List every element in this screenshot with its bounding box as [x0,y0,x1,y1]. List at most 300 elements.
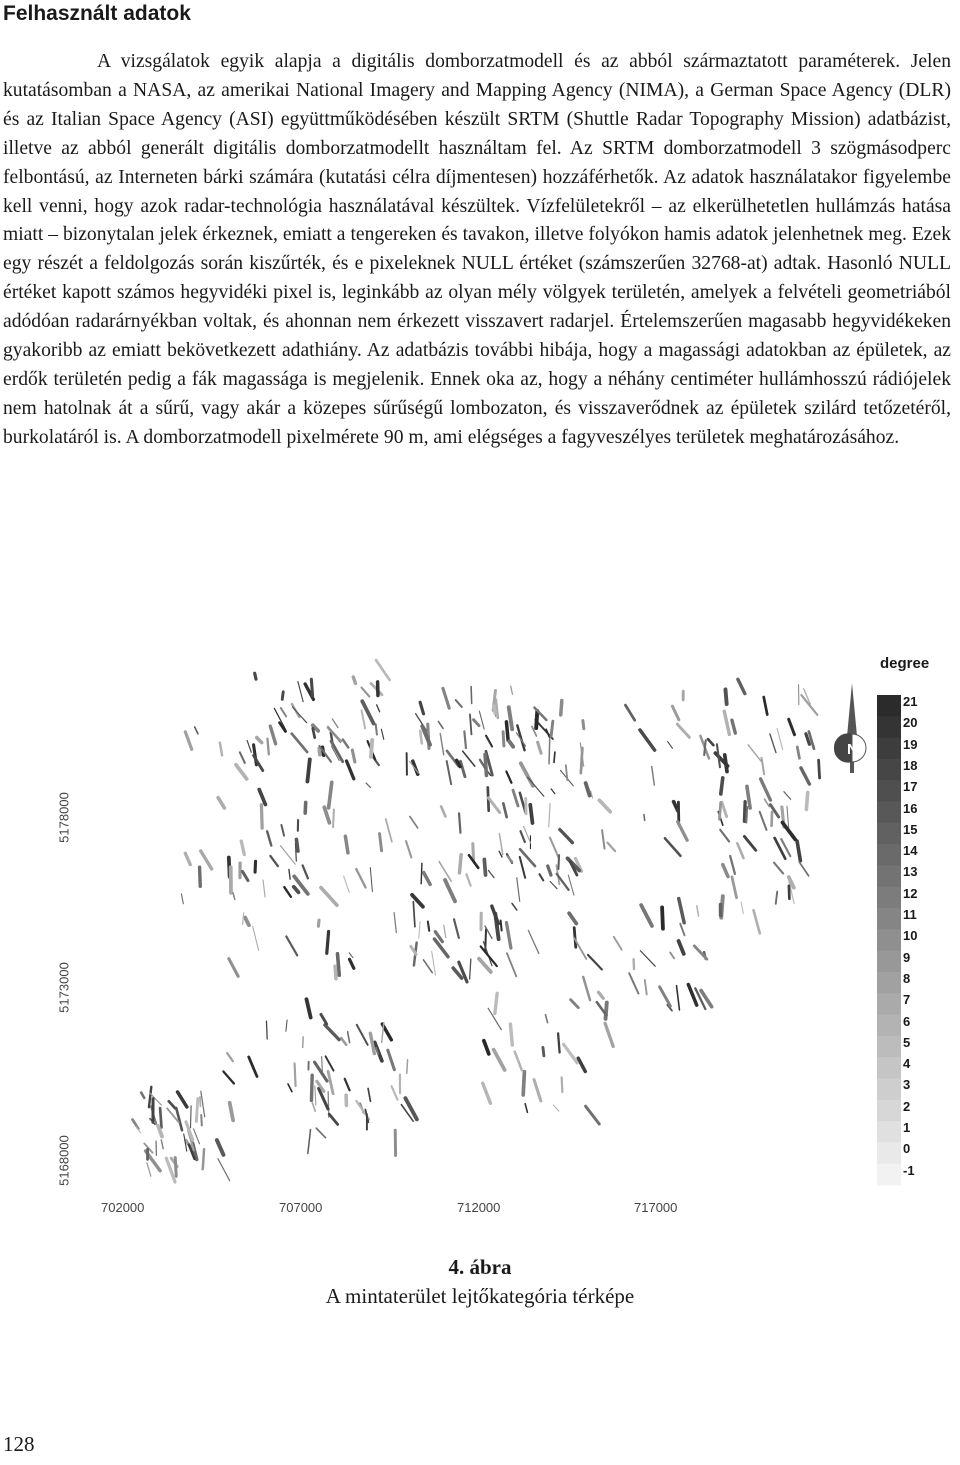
terrain-streak [641,905,652,926]
terrain-streak [521,763,533,785]
terrain-streak [201,851,212,869]
terrain-streak [286,936,297,955]
terrain-streak [420,702,423,713]
terrain-streak [732,877,737,898]
terrain-streak [668,742,673,749]
terrain-streak [730,856,735,874]
legend-label: 3 [903,1077,911,1093]
terrain-streak [325,1025,339,1040]
legend-swatch [877,1100,901,1122]
terrain-streak [413,761,418,774]
legend-label: -1 [903,1162,915,1178]
terrain-streak [625,705,634,720]
terrain-streak [311,679,312,696]
terrain-streak [386,819,392,842]
terrain-streak [517,878,520,901]
terrain-streak [245,918,249,926]
terrain-streak [599,992,604,998]
terrain-streak [343,740,348,748]
legend-label: 21 [903,694,918,709]
terrain-streak [247,740,251,752]
terrain-streak [407,1060,408,1073]
terrain-streak [353,677,355,683]
terrain-streak [721,778,723,794]
terrain-streak [352,750,355,762]
terrain-streak [376,660,390,680]
terrain-streak [744,836,755,850]
terrain-streak [284,887,290,897]
terrain-streak [738,679,745,693]
figure-caption: A mintaterület lejtőkategória térképe [325,1284,635,1308]
terrain-streak [218,1159,230,1181]
terrain-streak [441,807,445,817]
terrain-streak [203,1149,204,1169]
terrain-streak [645,980,647,994]
terrain-streak [376,724,377,734]
terrain-streak [328,1071,333,1093]
terrain-streak [218,798,224,808]
legend-swatch [877,738,901,760]
terrain-streak [506,722,508,740]
terrain-streak [460,761,464,776]
terrain-streak [361,688,369,697]
terrain-streak [281,825,284,836]
x-tick-label: 702000 [101,1200,145,1215]
terrain-streak [306,999,310,1017]
terrain-streak [312,1103,315,1111]
section-title: Felhasznált adatok [3,2,191,25]
terrain-streak [444,925,446,938]
terrain-streak [539,874,543,880]
terrain-streak [640,951,655,967]
terrain-streak [255,673,256,679]
terrain-streak [438,721,443,728]
terrain-streak [141,1093,144,1098]
terrain-streak [194,1129,200,1144]
terrain-streak [132,1119,138,1128]
terrain-streak [506,923,510,948]
terrain-streak [356,869,365,887]
terrain-streak [236,765,247,779]
legend-title: degree [880,655,930,672]
terrain-streak [371,740,372,757]
terrain-streak [341,1038,346,1045]
terrain-streak [503,803,506,817]
terrain-streak [307,759,309,781]
y-tick-label: 5168000 [56,1135,72,1186]
legend-label: 10 [903,928,918,944]
terrain-streak [722,802,727,816]
terrain-streak [558,855,559,869]
terrain-streak [424,873,430,885]
legend-label: 13 [903,864,918,880]
terrain-streak [479,959,491,972]
terrain-streak [528,930,538,953]
terrain-streak [761,779,771,800]
terrain-streak [196,1099,197,1122]
terrain-streak [672,706,678,720]
terrain-streak [253,926,259,950]
terrain-streak [509,707,512,729]
terrain-streak [470,714,472,734]
terrain-streak [473,844,474,861]
terrain-streak [770,734,776,753]
terrain-streak [678,822,687,840]
legend-label: 20 [903,715,918,731]
legend-swatch [877,1078,901,1100]
terrain-streak [511,686,513,694]
legend-swatch [877,844,901,866]
terrain-streak [746,807,747,822]
terrain-streak [332,719,338,728]
terrain-streak [316,1128,325,1138]
terrain-streak [410,817,418,828]
terrain-streak [760,812,767,830]
terrain-streak [488,798,499,813]
terrain-streak [190,1106,191,1128]
terrain-streak [329,782,332,808]
terrain-streak [443,688,449,708]
legend-swatch [877,1015,901,1037]
terrain-streak [318,920,319,926]
terrain-streak [220,743,222,756]
terrain-texture [132,660,819,1182]
terrain-streak [554,752,555,762]
terrain-streak [420,731,422,744]
terrain-streak [536,711,537,728]
terrain-streak [445,880,455,901]
terrain-streak [494,1050,505,1070]
terrain-streak [319,749,320,755]
legend-label: 9 [903,949,911,965]
terrain-streak [789,719,795,734]
terrain-streak [679,899,684,923]
terrain-streak [181,894,183,904]
terrain-streak [201,1115,202,1125]
legend-swatch [877,972,901,994]
terrain-streak [525,1104,527,1113]
terrain-streak [423,960,432,973]
terrain-streak [362,710,366,728]
legend-label: 0 [903,1141,911,1157]
terrain-streak [586,1106,600,1124]
terrain-streak [471,687,472,704]
terrain-streak [521,831,525,842]
terrain-streak [799,862,808,876]
terrain-streak [662,907,663,928]
terrain-streak [513,790,518,806]
terrain-streak [333,810,334,828]
terrain-streak [257,738,262,743]
legend-label: 4 [903,1056,911,1072]
terrain-streak [652,766,655,785]
terrain-streak [217,1140,224,1155]
terrain-streak [195,727,198,734]
terrain-streak [149,1087,151,1107]
legend-swatch [877,823,901,845]
terrain-streak [530,805,532,823]
terrain-streak [507,953,516,976]
terrain-streak [160,1108,161,1127]
terrain-streak [586,783,590,795]
terrain-streak [377,705,380,712]
legend-swatch [877,1121,901,1143]
terrain-streak [670,953,674,959]
terrain-streak [725,755,727,772]
terrain-streak [486,736,492,747]
terrain-streak [568,875,574,895]
terrain-streak [754,910,760,933]
terrain-streak [629,973,638,993]
terrain-streak [588,955,602,970]
terrain-streak [719,802,720,819]
terrain-streak [459,855,461,873]
terrain-streak [470,959,471,979]
terrain-streak [599,800,610,811]
page-number: 128 [3,1432,35,1456]
terrain-streak [561,700,562,714]
terrain-streak [375,1042,382,1060]
legend-label: 1 [903,1120,911,1136]
terrain-streak [289,869,290,879]
terrain-streak [776,892,777,904]
terrain-streak [512,903,517,910]
terrain-streak [266,1021,267,1039]
terrain-streak [230,1103,233,1120]
terrain-streak [723,865,728,877]
terrain-streak [484,859,485,875]
slope-map-figure [0,655,960,1215]
terrain-streak [459,813,460,832]
terrain-streak [720,830,729,842]
terrain-streak [405,1098,416,1119]
legend-swatch [877,908,901,930]
terrain-streak [545,1015,547,1023]
terrain-streak [357,1025,368,1045]
terrain-streak [494,706,495,713]
y-tick-label: 5178000 [56,792,72,843]
x-tick-label: 717000 [634,1200,678,1215]
legend-swatch [877,802,901,824]
terrain-streak [562,1077,563,1092]
legend-label: 5 [903,1034,911,1050]
legend-label: 18 [903,757,918,773]
x-tick-label: 712000 [457,1200,501,1215]
terrain-streak [605,1023,613,1046]
terrain-streak [474,720,479,726]
terrain-streak [388,1050,395,1069]
terrain-streak [175,1158,176,1177]
terrain-streak [161,1140,163,1149]
terrain-streak [337,954,339,975]
terrain-streak [506,772,511,783]
legend-label: 19 [903,736,918,752]
terrain-streak [708,739,713,745]
terrain-streak [270,856,277,866]
terrain-streak [549,804,550,827]
terrain-streak [349,953,353,958]
terrain-streak [249,1057,257,1077]
terrain-streak [578,1058,585,1071]
terrain-streak [517,725,524,750]
terrain-streak [551,721,553,736]
terrain-streak [510,1024,512,1045]
terrain-streak [229,959,238,977]
terrain-streak [241,841,244,854]
terrain-streak [549,738,550,763]
legend-swatch [877,865,901,887]
terrain-streak [553,1105,558,1111]
terrain-streak [762,758,765,775]
terrain-streak [380,834,382,851]
terrain-streak [347,761,354,779]
legend-label: 16 [903,800,918,816]
legend-label: 15 [903,821,918,837]
legend-swatch [877,929,901,951]
terrain-streak [331,741,342,761]
legend-swatch [877,1036,901,1058]
terrain-streak [288,1084,292,1092]
legend-swatch [877,1164,901,1186]
terrain-streak [147,1163,151,1176]
terrain-streak [724,711,729,734]
terrain-streak [797,841,800,861]
terrain-streak [280,846,295,864]
terrain-streak [296,839,298,851]
terrain-streak [292,734,307,752]
terrain-streak [295,1063,296,1086]
terrain-streak [679,941,684,954]
terrain-streak [242,871,248,880]
terrain-streak [775,838,786,859]
terrain-streak [784,792,791,800]
legend-label: 14 [903,843,918,859]
terrain-streak [344,876,350,892]
terrain-streak [747,786,750,808]
legend-swatch [877,695,901,717]
terrain-streak [538,742,541,753]
terrain-streak [697,906,699,916]
legend-label: 8 [903,970,911,986]
terrain-streak [270,726,275,744]
terrain-streak [282,692,283,699]
terrain-streak [350,959,354,968]
terrain-streak [454,919,459,938]
terrain-streak [292,707,306,723]
terrain-streak [550,882,557,889]
terrain-streak [499,851,502,857]
legend-label: 7 [903,992,911,1008]
terrain-streak [583,721,584,729]
terrain-streak [569,913,576,923]
terrain-streak [421,863,422,883]
terrain-streak [381,729,383,739]
terrain-streak [765,799,770,806]
terrain-streak [523,1072,524,1095]
terrain-streak [484,1041,489,1054]
terrain-streak [801,695,817,715]
terrain-streak [551,789,555,794]
terrain-streak [345,836,348,853]
terrain-streak [543,1047,544,1055]
terrain-streak [447,761,451,784]
legend-swatch [877,993,901,1015]
terrain-streak [607,843,615,851]
terrain-streak [406,841,411,857]
terrain-streak [185,853,190,864]
terrain-streak [303,865,308,878]
terrain-streak [602,830,604,848]
terrain-streak [274,708,286,731]
terrain-streak [495,993,497,1013]
legend-label: 11 [903,907,917,923]
terrain-streak [440,734,443,755]
terrain-streak [335,966,336,979]
terrain-streak [329,1114,337,1124]
legend-color-ramp [877,695,901,1186]
terrain-streak [243,913,244,924]
legend-swatch [877,1057,901,1079]
terrain-streak [677,724,689,737]
legend-label: 12 [903,885,918,901]
terrain-streak [261,805,262,828]
terrain-streak [298,681,303,701]
terrain-streak [200,867,201,886]
terrain-streak [483,1083,491,1103]
terrain-streak [725,689,726,704]
terrain-streak [308,1130,311,1154]
terrain-streak [680,924,684,936]
terrain-streak [534,1080,541,1101]
terrain-streak [466,874,470,885]
terrain-streak [819,760,820,778]
terrain-streak [737,843,743,858]
terrain-streak [515,1052,522,1071]
slope-category-map [0,655,960,1215]
terrain-streak [665,838,681,856]
terrain-streak [744,802,745,822]
terrain-streak [764,697,768,715]
terrain-streak [413,902,415,927]
body-paragraph: A vizsgálatok egyik alapja a digitális domborzatmodell és az abból származtatott paraméterek. Jelen kutatásomban a NASA, az amerikai National Imagery and Mapping Agency (NIMA), a German Space Agency (DLR) és az Italian Space Agency (ASI) együttműködésében készült SRTM (Shuttle Radar Topography Mission) adatbázist, illetve az abból generált digitális domborzatmodellt használtam fel. Az SRTM domborzatmodell 3 szögmásodperc felbontású, az Interneten bárki számára (kutatási célra díjmentesen) hozzáférhetők. Az adatok használatakor figyelembe kell venni, hogy azok radar-technológia használatával készültek. Vízfelületekről – az elkerülhetetlen hullámzás hatása miatt – bizonytalan jelek érkeznek, emiatt a tengereken és tavakon, illetve folyókon hamis adatok jelenhetnek meg. Ezek egy részét a feldolgozás során kiszűrték, és e pixeleknek NULL értéket (számszerűen 32768-at) adtak. Hasonló NULL értéket kapott számos hegyvidéki pixel is, leginkább az olyan mély völgyek területén, amelyek a felvételi geometriából adódóan radarárnyékban voltak, és ahonnan nem érkezett visszavert radarjel. Értelemszerűen magasabb hegyvidékeken gyakoribb az emiatt bekövetkezett adathiány. Az adatbázis további hibája, hogy a magassági adatokban az épületek, az erdők területén pedig a fák magassága is megjelenik. Ennek oka az, hogy a néhány centiméter hullámhosszú rádiójelek nem hatolnak át a sűrű, vagy akár a közepes sűrűségű lombozaton, és visszaverődnek az épületek szilárd tetőzetéről, burkolatáról is. A domborzatmodell pixelmérete 90 m, ami elégséges a fagyveszélyes területek meghatározásához. [3,51,951,448]
terrain-streak [370,867,372,891]
terrain-streak [548,866,551,875]
terrain-streak [311,1075,312,1100]
terrain-streak [321,1014,327,1024]
terrain-streak [520,857,525,878]
terrain-streak [501,921,502,931]
legend-swatch [877,887,901,909]
terrain-streak [348,1032,350,1043]
legend-label: 6 [903,1013,911,1029]
terrain-streak [419,922,420,939]
terrain-streak [263,880,265,897]
terrain-streak [392,1086,398,1100]
terrain-streak [704,740,706,755]
legend-swatch [877,759,901,781]
terrain-streak [677,986,680,1010]
terrain-streak [748,745,761,762]
legend-label: 2 [903,1098,911,1114]
terrain-streak [558,1033,559,1052]
terrain-streak [614,937,622,950]
terrain-streak [732,720,735,733]
terrain-streak [345,1079,350,1091]
terrain-streak [571,1000,579,1008]
terrain-streak [741,902,743,914]
terrain-streak [485,754,486,775]
legend-swatch [877,716,901,738]
